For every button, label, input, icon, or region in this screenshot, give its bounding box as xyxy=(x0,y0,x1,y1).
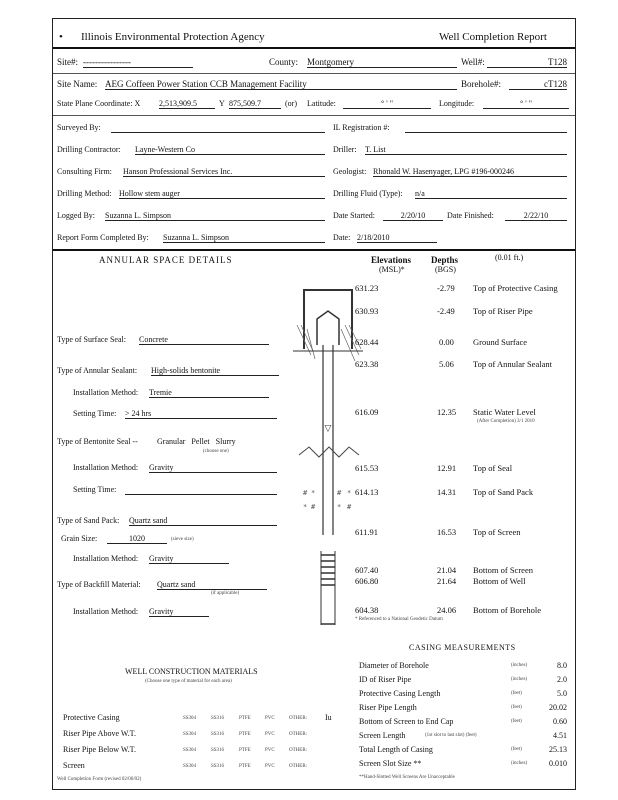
driller-field[interactable]: T. List xyxy=(365,145,567,155)
static-water-note: (After Completion) 3/1 2010 xyxy=(477,419,535,424)
consulting-firm-label: Consulting Firm: xyxy=(57,167,112,176)
opt-pvc[interactable]: PVC xyxy=(265,764,275,769)
opt-pvc[interactable]: PVC xyxy=(265,732,275,737)
elev-row: 630.93 xyxy=(355,306,379,316)
depth-row: 24.06 xyxy=(437,605,457,615)
casing-value[interactable]: 20.02 xyxy=(549,703,567,712)
geologist-field[interactable]: Rhonald W. Hasenyager, LPG #196-000246 xyxy=(373,167,567,177)
backfill-material-label: Type of Backfill Material: xyxy=(57,580,141,589)
opt-ss316[interactable]: SS316 xyxy=(211,764,225,769)
opt-ptfe[interactable]: PTFE xyxy=(239,748,251,753)
desc-row: Bottom of Screen xyxy=(473,565,533,575)
latitude-field[interactable]: ° ' " xyxy=(343,99,431,109)
surface-seal-field[interactable]: Concrete xyxy=(139,335,269,345)
casing-label: Screen Length xyxy=(359,731,406,740)
casing-value[interactable]: 5.0 xyxy=(557,689,567,698)
svg-text:#: # xyxy=(303,489,308,497)
desc-row: Ground Surface xyxy=(473,337,528,347)
desc-row: Top of Riser Pipe xyxy=(473,306,533,316)
casing-value[interactable]: 8.0 xyxy=(557,661,567,670)
sand-installation-method-label: Installation Method: xyxy=(73,554,139,563)
svg-text:*: * xyxy=(347,489,352,497)
drilling-method-label: Drilling Method: xyxy=(57,189,112,198)
logged-by-field[interactable]: Suzanna L. Simpson xyxy=(105,211,325,221)
elev-row: 631.23 xyxy=(355,283,379,293)
opt-ptfe[interactable]: PTFE xyxy=(239,764,251,769)
depths-header: Depths xyxy=(431,255,459,265)
county-label: County: xyxy=(269,57,299,67)
depths-subheader: (BGS) xyxy=(435,265,456,274)
material-row-label: Riser Pipe Above W.T. xyxy=(63,729,136,738)
completed-by-field[interactable]: Suzanna L. Simpson xyxy=(163,233,325,243)
casing-label: Screen Slot Size ** xyxy=(359,759,422,768)
seal-setting-time-label: Setting Time: xyxy=(73,485,117,494)
bentonite-seal-label: Type of Bentonite Seal -- xyxy=(57,437,138,446)
date-label: Date: xyxy=(333,233,351,242)
or-label: (or) xyxy=(285,99,297,108)
opt-ss316[interactable]: SS316 xyxy=(211,748,225,753)
borehole-label: Borehole#: xyxy=(461,79,501,89)
depth-row: 14.31 xyxy=(437,487,457,497)
casing-label: ID of Riser Pipe xyxy=(359,675,412,684)
depth-row: 16.53 xyxy=(437,527,457,537)
opt-other[interactable]: OTHER: xyxy=(289,764,308,769)
x-coordinate-field[interactable]: 2,513,909.5 xyxy=(159,99,215,109)
seal-installation-method-label: Installation Method: xyxy=(73,463,139,472)
longitude-field[interactable]: ° ' " xyxy=(483,99,569,109)
grain-size-field[interactable]: 1020 xyxy=(107,534,167,544)
casing-label: Diameter of Borehole xyxy=(359,661,429,670)
casing-unit: (inches) xyxy=(511,761,528,766)
desc-row: Top of Sand Pack xyxy=(473,487,534,497)
opt-ss304[interactable]: SS304 xyxy=(183,764,197,769)
section-divider xyxy=(53,249,575,251)
installation-method-field[interactable]: Tremie xyxy=(149,388,269,398)
elev-row: 615.53 xyxy=(355,463,379,473)
datum-footnote: * Referenced to a National Geodetic Datum xyxy=(355,617,443,622)
opt-ptfe[interactable]: PTFE xyxy=(239,732,251,737)
casing-label: Total Length of Casing xyxy=(359,745,433,754)
casing-value[interactable]: 2.0 xyxy=(557,675,567,684)
logged-by-label: Logged By: xyxy=(57,211,95,220)
annular-title: ANNULAR SPACE DETAILS xyxy=(99,255,233,265)
depth-row: 12.35 xyxy=(437,407,457,417)
backfill-installation-method-field[interactable]: Gravity xyxy=(149,607,209,617)
county-field[interactable]: Montgomery xyxy=(307,57,457,68)
agency-title: Illinois Environmental Protection Agency xyxy=(81,31,265,43)
date-started-field[interactable]: 2/20/10 xyxy=(383,211,443,221)
well-field[interactable]: T128 xyxy=(487,57,567,68)
material-row-label: Protective Casing xyxy=(63,713,120,722)
opt-other[interactable]: OTHER: xyxy=(289,732,308,737)
geologist-label: Geologist: xyxy=(333,167,367,176)
backfill-installation-method-label: Installation Method: xyxy=(73,607,139,616)
opt-ss316[interactable]: SS316 xyxy=(211,716,225,721)
seal-installation-method-field[interactable]: Gravity xyxy=(149,463,277,473)
depth-row: 0.00 xyxy=(439,337,454,347)
desc-row: Top of Protective Casing xyxy=(473,283,558,293)
opt-ss304[interactable]: SS304 xyxy=(183,732,197,737)
form-footer: Well Completion Form (revised 02/06/02) xyxy=(57,777,142,782)
date-finished-label: Date Finished: xyxy=(447,211,494,220)
well-completion-form xyxy=(52,18,576,790)
casing-unit: (inches) xyxy=(511,663,528,668)
elev-row: 628.44 xyxy=(355,337,379,347)
latitude-label: Latitude: xyxy=(307,99,336,108)
casing-value[interactable]: 4.51 xyxy=(553,731,567,740)
casing-label: Riser Pipe Length xyxy=(359,703,417,712)
grain-size-label: Grain Size: xyxy=(61,534,98,543)
slot-footnote: **Hand-Slotted Well Screens Are Unacceptable xyxy=(359,775,455,780)
casing-value[interactable]: 0.010 xyxy=(549,759,567,768)
opt-ss304[interactable]: SS304 xyxy=(183,748,197,753)
state-plane-label: State Plane Coordinate: X xyxy=(57,99,141,108)
depth-row: -2.79 xyxy=(437,283,455,293)
svg-text:#: # xyxy=(337,489,342,497)
driller-label: Driller: xyxy=(333,145,357,154)
elevations-header: Elevations xyxy=(371,255,412,265)
surface-seal-label: Type of Surface Seal: xyxy=(57,335,126,344)
header-bullet: • xyxy=(59,31,63,43)
seal-setting-time-field[interactable] xyxy=(125,485,277,495)
opt-other[interactable]: OTHER: xyxy=(289,716,308,721)
depth-row: 21.04 xyxy=(437,565,457,575)
casing-unit: (1st slot to last slot) (feet) xyxy=(425,733,477,738)
opt-ss316[interactable]: SS316 xyxy=(211,732,225,737)
desc-row: Bottom of Well xyxy=(473,576,526,586)
casing-unit: (feet) xyxy=(511,705,522,710)
sand-pack-label: Type of Sand Pack: xyxy=(57,516,120,525)
header-divider xyxy=(53,47,575,49)
sand-installation-method-field[interactable]: Gravity xyxy=(149,554,229,564)
desc-row: Top of Screen xyxy=(473,527,521,537)
date-field[interactable]: 2/18/2010 xyxy=(357,233,437,243)
elev-row: 607.40 xyxy=(355,565,379,575)
elev-row: 604.38 xyxy=(355,605,379,615)
drilling-fluid-field[interactable]: n/a xyxy=(415,189,567,199)
well-diagram xyxy=(293,285,363,625)
material-row-label: Screen xyxy=(63,761,85,770)
svg-text:*: * xyxy=(311,489,316,497)
date-started-label: Date Started: xyxy=(333,211,375,220)
opt-other[interactable]: OTHER: xyxy=(289,748,308,753)
desc-row: Bottom of Borehole xyxy=(473,605,541,615)
opt-pvc[interactable]: PVC xyxy=(265,748,275,753)
backfill-note: (if applicable) xyxy=(211,591,240,596)
y-coordinate-field[interactable]: 875,509.7 xyxy=(229,99,281,109)
setting-time-field[interactable]: > 24 hrs xyxy=(125,409,277,419)
surveyed-by-field[interactable] xyxy=(111,123,325,133)
precision-header: (0.01 ft.) xyxy=(495,253,524,262)
elevations-subheader: (MSL)* xyxy=(379,265,405,274)
depth-row: 21.64 xyxy=(437,576,457,586)
desc-row: Top of Seal xyxy=(473,463,513,473)
opt-ptfe[interactable]: PTFE xyxy=(239,716,251,721)
desc-row: Top of Annular Sealant xyxy=(473,359,552,369)
grain-size-note: (sieve size) xyxy=(171,537,194,542)
date-finished-field[interactable]: 2/22/10 xyxy=(505,211,567,221)
casing-value[interactable]: 0.60 xyxy=(553,717,567,726)
svg-text:*: * xyxy=(337,503,342,511)
site-name-field[interactable]: AEG Coffeen Power Station CCB Management Facility xyxy=(105,79,457,90)
drilling-contractor-field[interactable]: Layne-Western Co xyxy=(135,145,325,155)
y-label: Y xyxy=(219,99,225,108)
materials-title: WELL CONSTRUCTION MATERIALS xyxy=(125,667,258,676)
svg-text:▽: ▽ xyxy=(324,424,332,434)
depth-row: -2.49 xyxy=(437,306,455,316)
materials-subtitle: (Choose one type of material for each area) xyxy=(145,679,232,684)
installation-method-label: Installation Method: xyxy=(73,388,139,397)
opt-pvc[interactable]: PVC xyxy=(265,716,275,721)
consulting-firm-field[interactable]: Hanson Professional Services Inc. xyxy=(123,167,325,177)
borehole-field[interactable]: cT128 xyxy=(509,79,567,90)
site-name-label: Site Name: xyxy=(57,79,98,89)
backfill-material-field[interactable]: Quartz sand xyxy=(157,580,267,590)
casing-value[interactable]: 25.13 xyxy=(549,745,567,754)
sand-pack-field[interactable]: Quartz sand xyxy=(129,516,277,526)
casing-unit: (feet) xyxy=(511,747,522,752)
casing-label: Bottom of Screen to End Cap xyxy=(359,717,454,726)
drilling-fluid-label: Drilling Fluid (Type): xyxy=(333,189,403,198)
il-registration-field[interactable] xyxy=(405,123,567,133)
casing-unit: (feet) xyxy=(511,719,522,724)
site-field[interactable]: ---------------- xyxy=(83,57,193,68)
surveyed-by-label: Surveyed By: xyxy=(57,123,101,132)
opt-ss304[interactable]: SS304 xyxy=(183,716,197,721)
svg-text:*: * xyxy=(303,503,308,511)
elev-row: 611.91 xyxy=(355,527,379,537)
desc-row: Static Water Level xyxy=(473,407,536,417)
casing-label: Protective Casing Length xyxy=(359,689,441,698)
report-title: Well Completion Report xyxy=(439,31,547,43)
annular-sealant-field[interactable]: High-solids bentonite xyxy=(151,366,279,376)
svg-text:#: # xyxy=(347,503,352,511)
site-label: Site#: xyxy=(57,57,79,67)
elev-row: 623.38 xyxy=(355,359,379,369)
drilling-method-field[interactable]: Hollow stem auger xyxy=(119,189,325,199)
elev-row: 616.09 xyxy=(355,407,379,417)
casing-unit: (feet) xyxy=(511,691,522,696)
elev-row: 606.80 xyxy=(355,576,379,586)
casing-title: CASING MEASUREMENTS xyxy=(409,643,516,652)
svg-text:#: # xyxy=(311,503,316,511)
longitude-label: Longitude: xyxy=(439,99,475,108)
depth-row: 5.06 xyxy=(439,359,454,369)
annular-sealant-label: Type of Annular Sealant: xyxy=(57,366,138,375)
setting-time-label: Setting Time: xyxy=(73,409,117,418)
depth-row: 12.91 xyxy=(437,463,457,473)
il-registration-label: IL Registration #: xyxy=(333,123,390,132)
well-label: Well#: xyxy=(461,57,485,67)
elev-row: 614.13 xyxy=(355,487,379,497)
material-row-label: Riser Pipe Below W.T. xyxy=(63,745,136,754)
drilling-contractor-label: Drilling Contractor: xyxy=(57,145,121,154)
material-other-value[interactable]: Iu xyxy=(325,713,332,722)
bentonite-seal-note: (choose one) xyxy=(203,449,229,454)
bentonite-seal-options[interactable]: Granular Pellet Slurry xyxy=(157,437,236,446)
completed-by-label: Report Form Completed By: xyxy=(57,233,149,242)
casing-unit: (inches) xyxy=(511,677,528,682)
